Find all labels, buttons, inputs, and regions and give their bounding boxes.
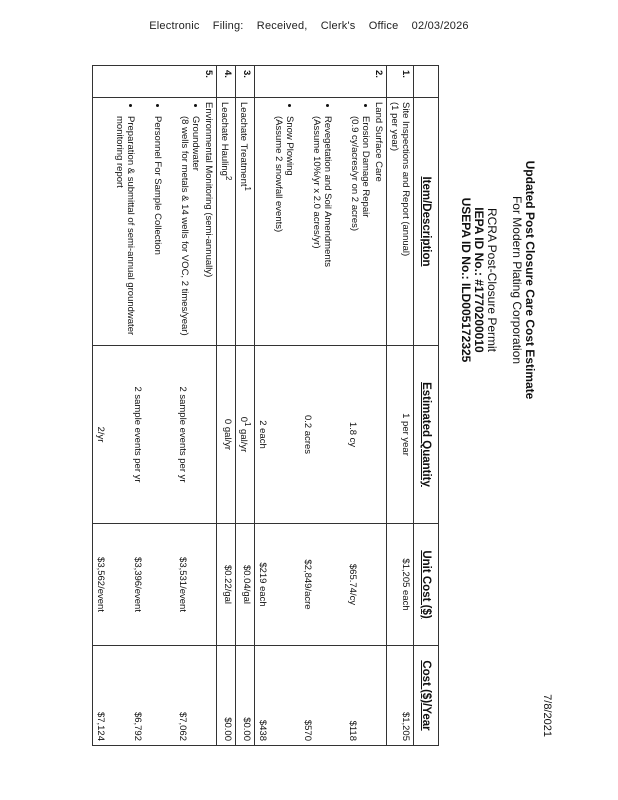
title-line-2: For Modern Plating Corporation <box>510 195 524 365</box>
quantity-b: 2 sample events per yr <box>131 386 143 483</box>
unit-cost: $1,205 each <box>387 524 414 646</box>
item-description: Land Surface Care <box>373 102 384 182</box>
quantity-b: 0.2 acres <box>302 414 313 455</box>
quantity: 0 gal/yr <box>216 346 235 524</box>
subitem-note: (8 wells for metals & 14 wells for VOC, 2 times/year) <box>178 116 190 336</box>
unit-cost-b: $2,849/acre <box>302 559 313 610</box>
row-number: 5. <box>92 66 216 98</box>
header-unit-cost: Unit Cost ($) <box>414 524 439 646</box>
list-item <box>311 116 333 341</box>
quantity-a: 2 sample events per yr <box>176 386 188 483</box>
quantity <box>235 346 254 524</box>
unit-cost: $0.22/gal <box>216 524 235 646</box>
row-number: 2. <box>255 66 387 98</box>
item-description: Environmental Monitoring (semi-annually) <box>202 102 214 278</box>
iepa-id: IEPA ID No.: #1770200010 <box>472 207 486 353</box>
item-description: Site Inspections and Report (annual) <box>400 102 411 257</box>
permit-line: RCRA Post-Closure Permit <box>485 207 499 353</box>
unit-cost-a: $3,531/event <box>176 557 188 612</box>
rotated-page <box>84 65 560 745</box>
unit-cost: $0.04/gal <box>235 524 254 646</box>
subitem-note: (Assume 10%/yr x 2.0 acres/yr) <box>311 116 322 249</box>
row-number: 1. <box>387 66 414 98</box>
row-description <box>387 98 414 346</box>
header-cost: Cost ($)/Year <box>414 646 439 746</box>
filing-stamp: Electronic Filing: Received, Clerk's Office 02/03/2026 <box>149 20 469 32</box>
document-date: 7/8/2021 <box>541 694 553 737</box>
annual-cost: $0.00 <box>216 646 235 746</box>
item-description: Leachate Hauling <box>218 102 230 176</box>
item-description-note: (1 per year) <box>389 102 400 152</box>
row-description <box>92 98 216 346</box>
annual-cost <box>255 646 387 746</box>
table-row <box>387 66 414 746</box>
unit-cost-b: $3,396/event <box>131 557 143 612</box>
unit-cost-a: $65.74/cy <box>347 563 358 606</box>
table-row <box>255 66 387 746</box>
unit-cost-c: $219 each <box>257 562 268 607</box>
row-number: 4. <box>216 66 235 98</box>
list-item <box>152 116 163 341</box>
title-line-1: Updated Post Closure Care Cost Estimate <box>523 160 537 400</box>
row-description <box>255 98 387 346</box>
list-item <box>179 116 201 341</box>
quantity-a: 1.8 cy <box>347 421 358 448</box>
subitem-note: (Assume 2 snowfall events) <box>273 116 284 233</box>
cost-b: $570 <box>302 719 313 741</box>
unit-cost <box>255 524 387 646</box>
annual-cost <box>92 646 216 746</box>
subitem-title: Snow Plowing <box>284 116 295 176</box>
subitem-title: Revegetation and Soil Amendments <box>322 116 333 268</box>
quantity <box>92 346 216 524</box>
header-item: Item/Description <box>414 98 439 346</box>
footnote-mark: 1 <box>243 186 252 191</box>
row-description <box>216 98 235 346</box>
list-item <box>349 116 371 341</box>
subitem-title: Personnel For Sample Collection <box>151 116 163 255</box>
list-item <box>114 116 136 341</box>
table-header-row <box>414 66 439 746</box>
cost-b: $6,792 <box>131 711 143 741</box>
quantity <box>255 346 387 524</box>
subitem-note: (0.9 cy/acres/yr on 2 acres) <box>349 116 360 232</box>
footnote-mark: 1 <box>243 422 252 427</box>
table-row <box>235 66 254 746</box>
quantity-c: 2 each <box>257 420 268 449</box>
footnote-mark: 2 <box>223 175 233 181</box>
unit-cost-c: $3,562/event <box>94 557 106 612</box>
table-row <box>216 66 235 746</box>
quantity-value: 0 <box>237 416 249 422</box>
subitem-title: Preparation & submittal of semi-annual groundwater monitoring report <box>113 116 136 336</box>
cost-c: $438 <box>257 719 268 741</box>
unit-cost <box>92 524 216 646</box>
table-row <box>92 66 216 746</box>
annual-cost: $1,205 <box>387 646 414 746</box>
cost-a: $7,062 <box>176 711 188 741</box>
row-number: 3. <box>235 66 254 98</box>
header-quantity: Estimated Quantity <box>414 346 439 524</box>
row-description <box>235 98 254 346</box>
usepa-id: USEPA ID No.: ILD005172325 <box>459 197 473 363</box>
quantity-unit: gal/yr <box>237 426 249 453</box>
cost-a: $118 <box>347 720 358 741</box>
cost-estimate-table <box>92 65 439 746</box>
cost-c: $7,124 <box>94 711 106 741</box>
header-blank <box>414 66 439 98</box>
annual-cost: $0.00 <box>235 646 254 746</box>
title-block <box>459 65 536 495</box>
quantity-c: 2/yr <box>94 426 106 443</box>
item-description: Leachate Treatment <box>237 102 249 187</box>
subitem-title: Groundwater <box>189 116 201 171</box>
subitem-title: Erosion Damage Repair <box>360 116 371 218</box>
quantity: 1 per year <box>387 346 414 524</box>
list-item <box>273 116 295 341</box>
